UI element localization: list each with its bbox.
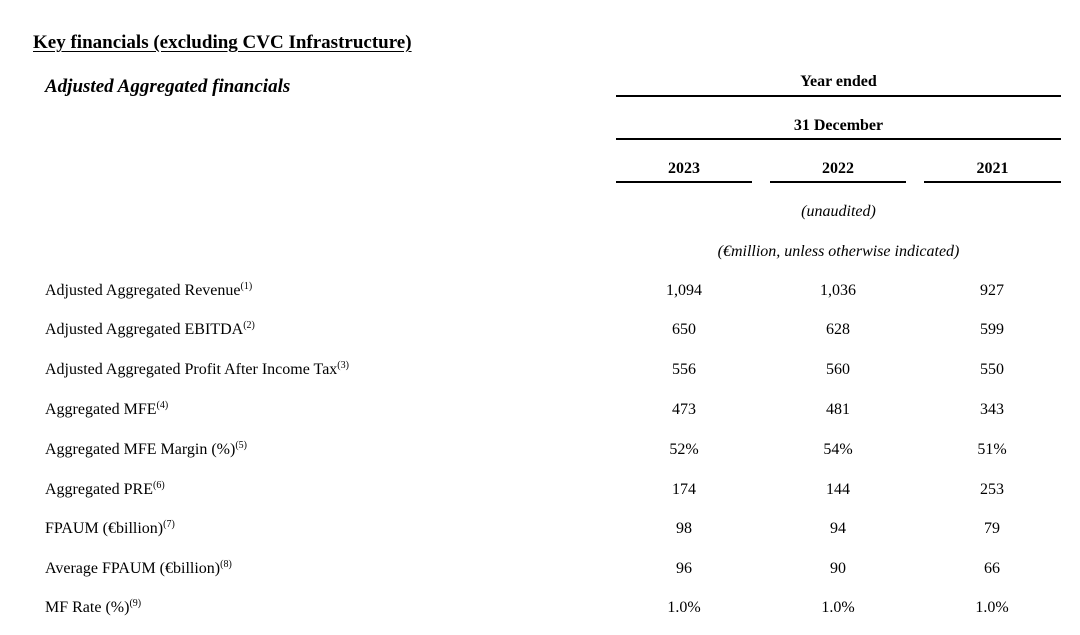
- table-row: [0, 361, 1080, 385]
- year-rule-2023: [616, 181, 752, 183]
- footnote-marker: (8): [220, 559, 232, 570]
- table-cell-2021: 79: [984, 520, 1000, 537]
- table-cell-2023: 556: [672, 361, 696, 378]
- table-row: [0, 481, 1080, 505]
- footnote-marker: (2): [243, 320, 255, 331]
- footnote-marker: (6): [152, 480, 165, 491]
- table-cell-2021: 343: [980, 401, 1004, 418]
- column-header-period: Year ended: [800, 73, 877, 90]
- row-label-text: Average FPAUM (€billion): [45, 560, 221, 577]
- table-cell-2021: 599: [980, 321, 1004, 338]
- table-cell-2023: 98: [676, 520, 692, 537]
- table-cell-2023: 1,094: [666, 282, 702, 299]
- unit-note: (€million, unless otherwise indicated): [717, 243, 960, 260]
- table-row: [0, 560, 1080, 584]
- footnote-marker: (4): [156, 400, 169, 411]
- row-label: [45, 481, 165, 499]
- row-label-text: MF Rate (%): [45, 599, 130, 616]
- year-rule-2021: [924, 181, 1061, 183]
- table-cell-2022: 560: [826, 361, 850, 378]
- row-label-text: Aggregated MFE: [45, 401, 157, 418]
- table-cell-2022: 94: [830, 520, 846, 537]
- footnote-marker: (3): [337, 360, 349, 371]
- header-rule-date: [616, 138, 1061, 140]
- table-cell-2021: 253: [980, 481, 1004, 498]
- table-cell-2022: 54%: [823, 441, 853, 458]
- column-header-year-2021: 2021: [976, 160, 1009, 177]
- table-cell-2023: 1.0%: [667, 599, 701, 616]
- row-label: [45, 282, 252, 300]
- table-cell-2023: 473: [672, 401, 696, 418]
- section-title: Key financials (excluding CVC Infrastructure): [33, 32, 412, 53]
- table-cell-2022: 144: [826, 481, 850, 498]
- table-cell-2021: 927: [980, 282, 1004, 299]
- table-cell-2022: 481: [826, 401, 850, 418]
- row-label-text: Aggregated MFE Margin (%): [45, 441, 236, 458]
- table-cell-2023: 174: [672, 481, 696, 498]
- row-label-text: Adjusted Aggregated Revenue: [45, 282, 241, 299]
- row-label: [45, 560, 232, 578]
- table-cell-2022: 628: [826, 321, 850, 338]
- table-cell-2021: 550: [980, 361, 1004, 378]
- table-row: [0, 520, 1080, 544]
- row-label: [45, 401, 168, 419]
- row-label: [45, 520, 175, 538]
- row-label-text: Adjusted Aggregated Profit After Income Tax: [45, 361, 338, 378]
- row-label-text: Aggregated PRE: [45, 481, 153, 498]
- row-label-text: Adjusted Aggregated EBITDA: [45, 321, 244, 338]
- table-cell-2023: 650: [672, 321, 696, 338]
- footnote-marker: (5): [235, 440, 247, 451]
- column-header-year-2022: 2022: [822, 160, 854, 177]
- footnote-marker: (1): [240, 281, 253, 292]
- footnote-marker: (7): [163, 519, 175, 530]
- row-label: [45, 441, 247, 459]
- header-rule-period: [616, 95, 1061, 97]
- table-row: [0, 401, 1080, 425]
- footnote-marker: (9): [129, 598, 142, 609]
- row-label: [45, 361, 349, 379]
- table-cell-2021: 51%: [977, 441, 1007, 458]
- table-row: [0, 599, 1080, 623]
- table-row: [0, 441, 1080, 465]
- row-label: [45, 599, 141, 617]
- row-label-text: FPAUM (€billion): [45, 520, 164, 537]
- table-cell-2021: 66: [984, 560, 1000, 577]
- table-subtitle: Adjusted Aggregated financials: [45, 76, 291, 97]
- table-cell-2022: 1,036: [820, 282, 856, 299]
- table-cell-2021: 1.0%: [975, 599, 1009, 616]
- year-rule-2022: [770, 181, 906, 183]
- column-header-date: 31 December: [793, 117, 884, 134]
- audit-note: (unaudited): [801, 203, 876, 220]
- row-label: [45, 321, 255, 339]
- column-header-year-2023: 2023: [668, 160, 700, 177]
- table-cell-2023: 52%: [669, 441, 699, 458]
- table-cell-2022: 90: [830, 560, 846, 577]
- table-cell-2023: 96: [676, 560, 692, 577]
- table-cell-2022: 1.0%: [821, 599, 855, 616]
- table-row: [0, 321, 1080, 345]
- table-row: [0, 282, 1080, 306]
